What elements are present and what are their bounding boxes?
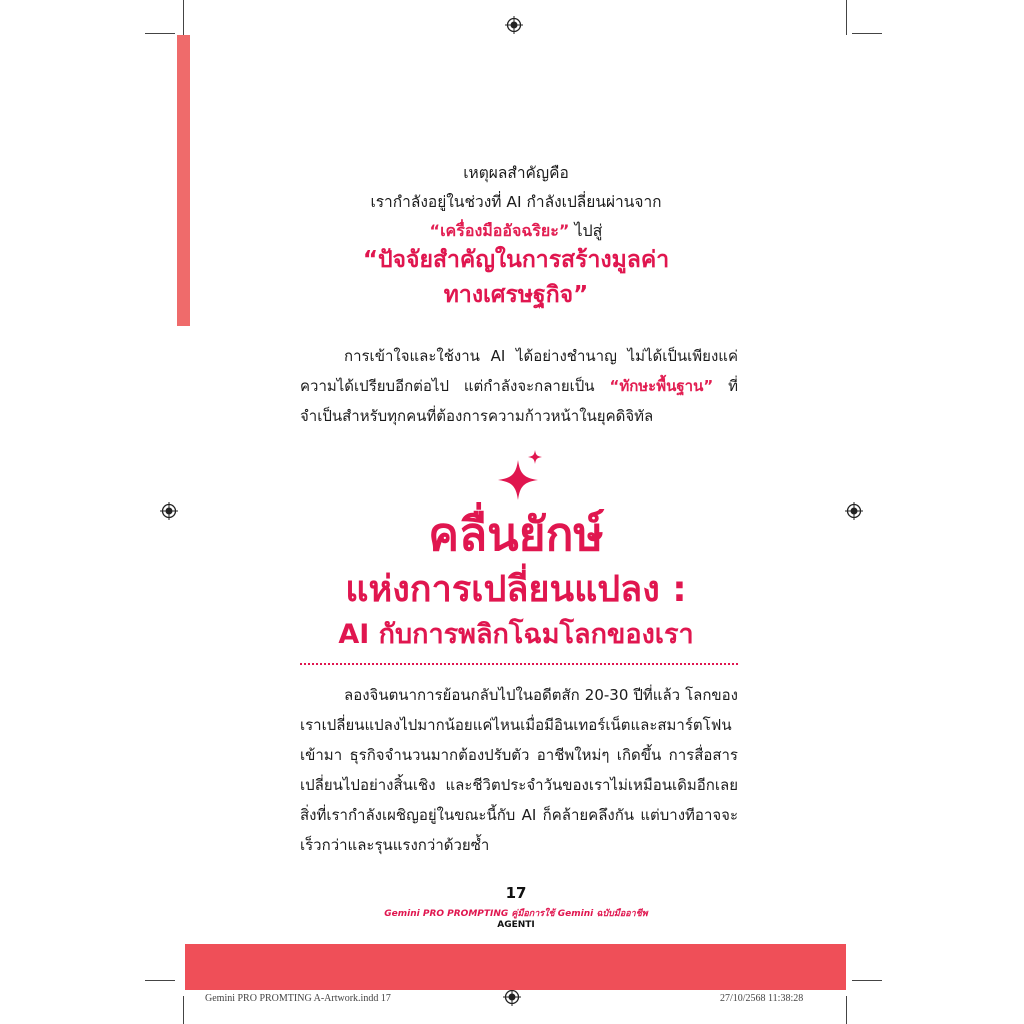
crop-mark [145,33,175,34]
paragraph-2 [300,680,738,860]
registration-mark-icon [503,988,521,1006]
crop-mark [145,980,175,981]
dotted-divider [300,663,738,665]
footer-color-bar [185,944,846,990]
intro-line-3-rest: ไปสู่ [569,221,603,240]
crop-mark [183,996,184,1024]
paragraph-2-text: ลองจินตนาการย้อนกลับไปในอดีตสัก 20-30 ปีที่แล้ว โลกของเราเปลี่ยนแปลงไปมากน้อยแค่ไหนเมื่อมีอินเทอร์เน็ตและสมาร์ตโฟนเข้ามา ธุรกิจจำนวนมากต้องปรับตัว อาชีพใหม่ๆ เกิดขึ้น การสื่อสารเปลี่ยนไปอย่างสิ้นเชิง และชีวิตประจำวันของเราไม่เหมือนเดิมอีกเลย สิ่งที่เรากำลังเผชิญอยู่ในขณะนี้กับ AI ก็คล้ายคลึงกัน แต่บางทีอาจจะเร็วกว่าและรุนแรงกว่าด้วยซ้ำ [300,686,738,854]
crop-mark [852,33,882,34]
intro-line-2: เรากำลังอยู่ในช่วงที่ AI กำลังเปลี่ยนผ่านจาก [370,193,662,211]
crop-mark [846,996,847,1024]
crop-mark [846,0,847,35]
crop-mark [852,980,882,981]
paragraph-1-text: การเข้าใจและใช้งาน AI ได้อย่างชำนาญ ไม่ได้เป็นเพียงแค่ความได้เปรียบอีกต่อไป แต่กำลังจะกลายเป็น [300,347,738,395]
section-subtitle: AI กับการพลิกโฉมโลกของเรา [338,619,694,650]
intro-highlight: “เครื่องมืออัจฉริยะ” [429,221,570,240]
section-title-line-1: คลื่นยักษ์ [428,507,604,561]
paragraph-1-text-end: ที่จำเป็นสำหรับทุกคนที่ต้องการความก้าวหน้าในยุคดิจิทัล [300,377,738,425]
intro-line-1: เหตุผลสำคัญคือ [463,164,569,182]
registration-mark-icon [505,16,523,34]
intro-line-3 [186,218,846,244]
publisher-name: AGENTI [497,920,535,930]
running-title: Gemini PRO PROMPTING คู่มือการใช้ Gemini ฉบับมืออาชีพ [384,909,648,919]
slug-file-info: Gemini PRO PROMTING A-Artwork.indd 17 [205,993,391,1004]
intro-emphasis-line-1: “ปัจจัยสำคัญในการสร้างมูลค่า [362,247,670,273]
paragraph-1 [300,341,738,431]
paragraph-1-highlight: “ทักษะพื้นฐาน” [609,377,714,395]
sparkle-icon [490,448,550,508]
registration-mark-icon [160,502,178,520]
registration-mark-icon [845,502,863,520]
section-title-line-2: แห่งการเปลี่ยนแปลง : [345,569,687,610]
slug-timestamp: 27/10/2568 11:38:28 [720,993,804,1004]
crop-mark [183,0,184,35]
page-number: 17 [505,884,527,902]
intro-emphasis-line-2: ทางเศรษฐกิจ” [443,282,589,308]
